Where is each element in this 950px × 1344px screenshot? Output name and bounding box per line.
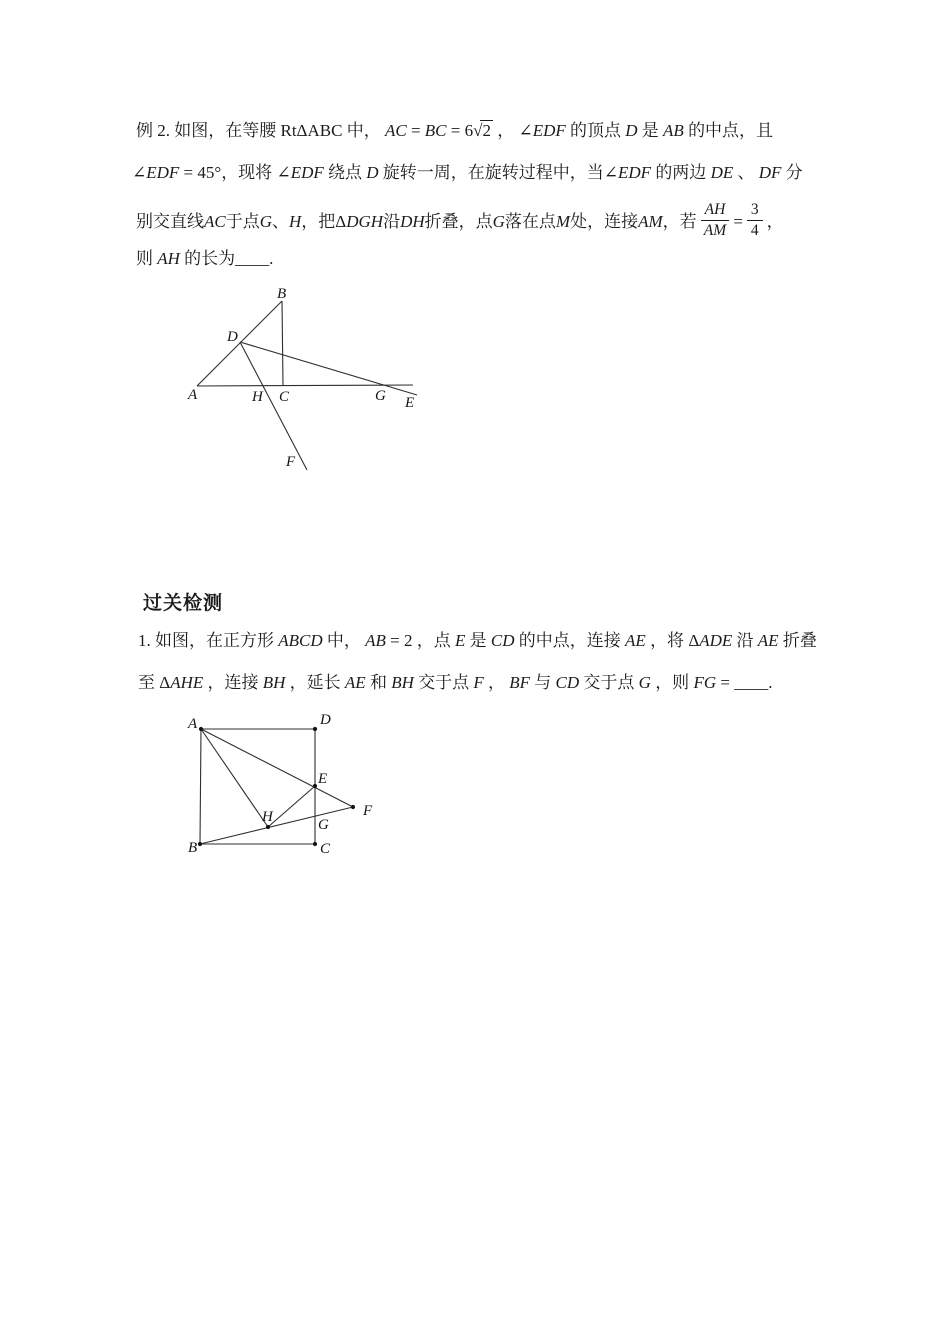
text-run: 的两边	[651, 163, 711, 182]
text-run: = 2	[385, 631, 417, 650]
text-run: 别交直线	[136, 212, 204, 231]
math-text: ADE	[699, 631, 733, 650]
text-run: ，延长	[285, 673, 345, 692]
text-run: 分	[781, 163, 803, 182]
math-text: H	[289, 212, 302, 231]
fraction: $\frac{AH}{AM}$	[701, 201, 730, 240]
text-run: 折叠，点	[424, 212, 493, 231]
math-text: AE	[757, 631, 779, 650]
text-run: 折叠	[778, 631, 817, 650]
text-run: 交于点	[579, 673, 639, 692]
figure-line	[197, 301, 282, 386]
point-label-e: E	[318, 771, 328, 787]
text-run: 的中点，且	[683, 121, 774, 140]
text-run: 沿	[732, 631, 758, 650]
square-root: √2	[473, 121, 491, 140]
math-text: EDF	[290, 163, 324, 182]
figure-point-dot	[351, 805, 355, 809]
point-label-c: C	[320, 841, 331, 857]
figure-point-dot	[313, 842, 317, 846]
point-label-f: F	[286, 454, 296, 470]
text-run: RtΔABC	[280, 121, 343, 140]
math-text: AE	[625, 631, 646, 650]
text-run: Δ	[335, 212, 347, 231]
text-run: 中，	[322, 631, 366, 650]
text-run: 、	[733, 163, 759, 182]
text-run: 、	[272, 212, 290, 231]
example2-text-line-2	[132, 162, 803, 184]
text-run: 例 2. 如图，在等腰	[136, 121, 281, 140]
figure-point-dot	[199, 727, 203, 731]
text-run: 的长为	[179, 249, 236, 268]
math-text: E	[455, 631, 466, 650]
text-run: ∠	[603, 163, 619, 182]
figure-line	[201, 729, 353, 807]
text-run: 沿	[383, 212, 401, 231]
point-label-h: H	[252, 389, 263, 405]
text-run: ∠	[132, 163, 147, 182]
figure-point-dot	[313, 727, 317, 731]
math-text: DF	[758, 163, 782, 182]
text-run: ∠	[518, 121, 533, 140]
math-text: AC	[384, 121, 407, 140]
math-text: AE	[344, 673, 366, 692]
text-run: 的中点，连接	[514, 631, 626, 650]
figure-point-dot	[198, 842, 202, 846]
math-text: CD	[555, 673, 580, 692]
text-run: 和	[365, 673, 392, 692]
point-label-c: C	[279, 389, 290, 405]
text-run: ，点	[416, 631, 456, 650]
math-text: CD	[490, 631, 515, 650]
math-text: D	[625, 121, 638, 140]
point-label-e: E	[405, 395, 415, 411]
math-text: AB	[365, 631, 386, 650]
math-text: ABCD	[278, 631, 323, 650]
text-run: ，	[766, 212, 784, 231]
figure-2-svg	[170, 705, 390, 865]
text-run: Δ	[688, 631, 700, 650]
text-run: ，	[483, 673, 510, 692]
math-text: AC	[204, 212, 226, 231]
text-run: 中，	[342, 121, 385, 140]
math-text: FG	[693, 673, 717, 692]
text-run: 交于点	[413, 673, 474, 692]
text-run: = ____.	[716, 673, 773, 692]
math-text: G	[638, 673, 651, 692]
point-label-b: B	[277, 286, 287, 302]
text-run: 绕点	[323, 163, 367, 182]
example2-text-line-4	[136, 248, 273, 270]
point-label-g: G	[375, 388, 386, 404]
text-run: ，	[492, 121, 519, 140]
text-run: = 6	[446, 121, 474, 140]
text-run: Δ	[159, 673, 171, 692]
text-run: ∠	[276, 163, 291, 182]
fraction: $\frac{3}{4}$	[747, 201, 763, 240]
math-text: DGH	[346, 212, 384, 231]
figure-line	[197, 385, 413, 386]
text-run: 的顶点	[565, 121, 626, 140]
text-run: 处，连接	[570, 212, 639, 231]
figure-line	[240, 342, 417, 395]
text-run: 是	[465, 631, 491, 650]
point-label-d: D	[227, 329, 238, 345]
text-run: =	[406, 121, 425, 140]
point-label-g: G	[318, 817, 329, 833]
figure-1-triangle	[150, 275, 440, 485]
problem1-text-line-1	[138, 630, 817, 652]
figure-2-square	[170, 705, 390, 865]
point-label-h: H	[262, 809, 273, 825]
text-run: =	[733, 212, 743, 231]
figure-line	[268, 786, 315, 827]
text-run: 是	[637, 121, 664, 140]
point-label-f: F	[363, 803, 373, 819]
section-heading: 过关检测	[143, 593, 224, 614]
math-text: EDF	[618, 163, 652, 182]
figure-point-dot	[313, 784, 317, 788]
math-text: G	[259, 212, 273, 231]
text-run: 于点	[225, 212, 260, 231]
text-run: 旋转一周，在旋转过程中，当	[378, 163, 604, 182]
text-run: ，把	[301, 212, 336, 231]
text-run: ，将	[645, 631, 689, 650]
figure-line	[200, 807, 353, 844]
figure-line	[200, 729, 201, 844]
math-text: M	[555, 212, 571, 231]
text-run: 至	[138, 673, 160, 692]
math-text: AHE	[170, 673, 204, 692]
math-text: EDF	[532, 121, 566, 140]
point-label-d: D	[320, 712, 331, 728]
math-text: AM	[638, 212, 663, 231]
figure-line	[282, 301, 283, 386]
math-text: BF	[509, 673, 531, 692]
text-run: ，连接	[203, 673, 263, 692]
math-text: D	[366, 163, 379, 182]
text-run: = 45°	[179, 163, 222, 182]
point-label-a: A	[188, 387, 198, 403]
text-run: ，若	[662, 212, 697, 231]
figure-1-svg	[150, 275, 440, 485]
problem1-text-line-2	[138, 672, 772, 694]
text-run: 则	[136, 249, 158, 268]
math-text: G	[492, 212, 505, 231]
math-text: EDF	[146, 163, 180, 182]
math-text: F	[473, 673, 484, 692]
math-text: BC	[424, 121, 447, 140]
point-label-b: B	[188, 840, 198, 856]
text-run: 与	[530, 673, 556, 692]
text-run: ，则	[650, 673, 694, 692]
text-run: 落在点	[504, 212, 556, 231]
text-run: ，现将	[221, 163, 277, 182]
math-text: BH	[262, 673, 286, 692]
figure-point-dot	[266, 825, 270, 829]
text-run: ____.	[235, 249, 274, 268]
math-text: AB	[663, 121, 684, 140]
text-run: 1. 如图，在正方形	[138, 631, 279, 650]
figure-line	[201, 729, 268, 827]
math-text: AH	[157, 249, 180, 268]
point-label-a: A	[188, 716, 198, 732]
example2-text-line-3	[136, 200, 784, 244]
figure-line	[240, 342, 307, 470]
example2-text-line-1	[136, 120, 773, 142]
math-text: DE	[710, 163, 734, 182]
math-text: DH	[400, 212, 425, 231]
math-text: BH	[391, 673, 414, 692]
